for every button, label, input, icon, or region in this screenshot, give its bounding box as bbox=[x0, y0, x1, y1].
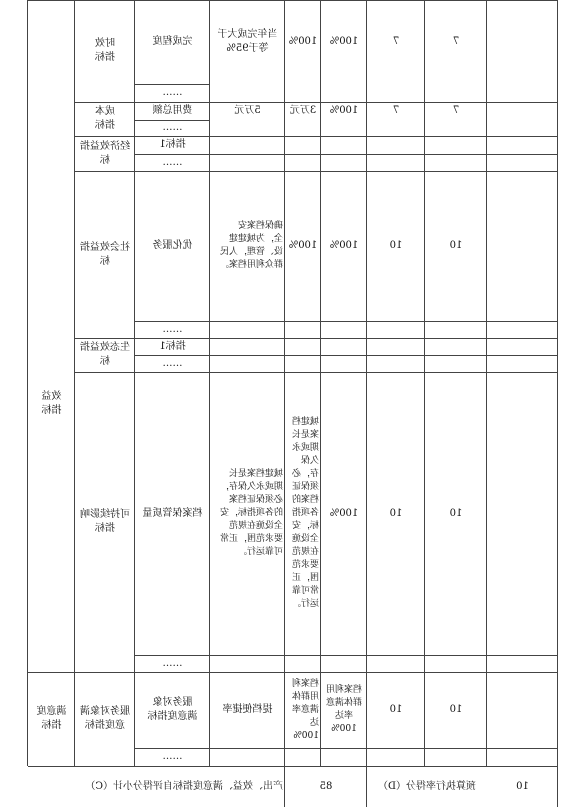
service-weight: 10 bbox=[389, 704, 403, 715]
level1-satisfaction: 满意度 指标 bbox=[36, 706, 67, 731]
social-rate: 100% bbox=[329, 240, 359, 251]
social-score: 10 bbox=[449, 240, 463, 251]
cost-l3: 费用总额 bbox=[152, 105, 193, 116]
social-actual: 100% bbox=[288, 240, 318, 251]
sustainable-l3: 档案保管质量 bbox=[142, 507, 203, 519]
economic-l3: 指标1 bbox=[159, 139, 186, 150]
social-more: …… bbox=[162, 323, 183, 335]
service-score: 10 bbox=[449, 704, 463, 715]
sustainable-actual: 城建档 案是长 期或永 久保 存，必 须保证 档案的 各项指 标，安 全设施 在规范 要求范 围，正 常可靠 运行。 bbox=[291, 417, 319, 609]
cost-score: 7 bbox=[452, 105, 460, 116]
timeliness-more: …… bbox=[162, 87, 183, 98]
timeliness-weight: 7 bbox=[392, 36, 400, 47]
sustainable-l2: 可持续影响 指标 bbox=[80, 509, 130, 534]
service-rate: 档案利用 群体满意 率达 100% bbox=[326, 685, 363, 734]
sustainable-score: 10 bbox=[449, 507, 463, 519]
cost-target: 5万元 bbox=[234, 105, 261, 116]
sustainable-weight: 10 bbox=[389, 507, 403, 519]
ecological-l3: 指标1 bbox=[159, 340, 186, 352]
sustainable-more: …… bbox=[162, 657, 183, 669]
timeliness-l3: 完成程度 bbox=[152, 36, 193, 47]
cost-rate: 100% bbox=[329, 105, 359, 116]
footer-c-label: 产出、效益、满意度指标自评得分小计（C） bbox=[85, 780, 283, 792]
grid-line bbox=[557, 0, 558, 807]
footer-c-value: 85 bbox=[319, 780, 333, 792]
social-target: 确保档案安 全，为城建建 设、管理，人民 群众利用档案。 bbox=[219, 221, 283, 270]
timeliness-rate: 100% bbox=[329, 36, 359, 47]
service-l3: 服务对象 满意度指标 bbox=[147, 697, 198, 722]
ecological-l2: 生态效益指 标 bbox=[80, 342, 130, 367]
level1-benefit: 效益 指标 bbox=[41, 391, 62, 416]
service-l2: 服务对象满 意度指标 bbox=[80, 706, 130, 731]
footer-d-value: 10 bbox=[516, 780, 529, 792]
cost-weight: 7 bbox=[392, 105, 400, 116]
economic-more: …… bbox=[162, 156, 183, 168]
timeliness-l2: 时效 指标 bbox=[95, 38, 115, 63]
service-actual: 档案利 用群体 满意率 达 100% bbox=[291, 678, 319, 741]
sustainable-rate: 100% bbox=[329, 507, 359, 519]
timeliness-score: 7 bbox=[452, 36, 460, 47]
ecological-more: …… bbox=[162, 357, 183, 369]
social-l2: 社会效益指 标 bbox=[80, 241, 130, 267]
cost-l2: 成本 指标 bbox=[95, 106, 115, 131]
cost-more: …… bbox=[162, 122, 183, 133]
sustainable-target: 城建档案是长 期或永久保存， 必须保证档案 的各项指标，安 全设施在规范 要求范围，正常 可靠运行。 bbox=[219, 469, 283, 557]
social-l3: 优化服务 bbox=[152, 240, 193, 251]
cost-actual: 3万元 bbox=[289, 105, 317, 116]
footer-d-label: 预算执行率得分（D） bbox=[377, 780, 477, 792]
timeliness-actual: 100% bbox=[288, 36, 318, 47]
social-weight: 10 bbox=[389, 240, 403, 251]
timeliness-target: 当年完成大于 等于95% bbox=[217, 29, 278, 54]
economic-l2: 经济效益指 标 bbox=[80, 140, 130, 166]
service-target: 提档便捷率 bbox=[222, 704, 273, 715]
service-more: …… bbox=[162, 751, 183, 762]
